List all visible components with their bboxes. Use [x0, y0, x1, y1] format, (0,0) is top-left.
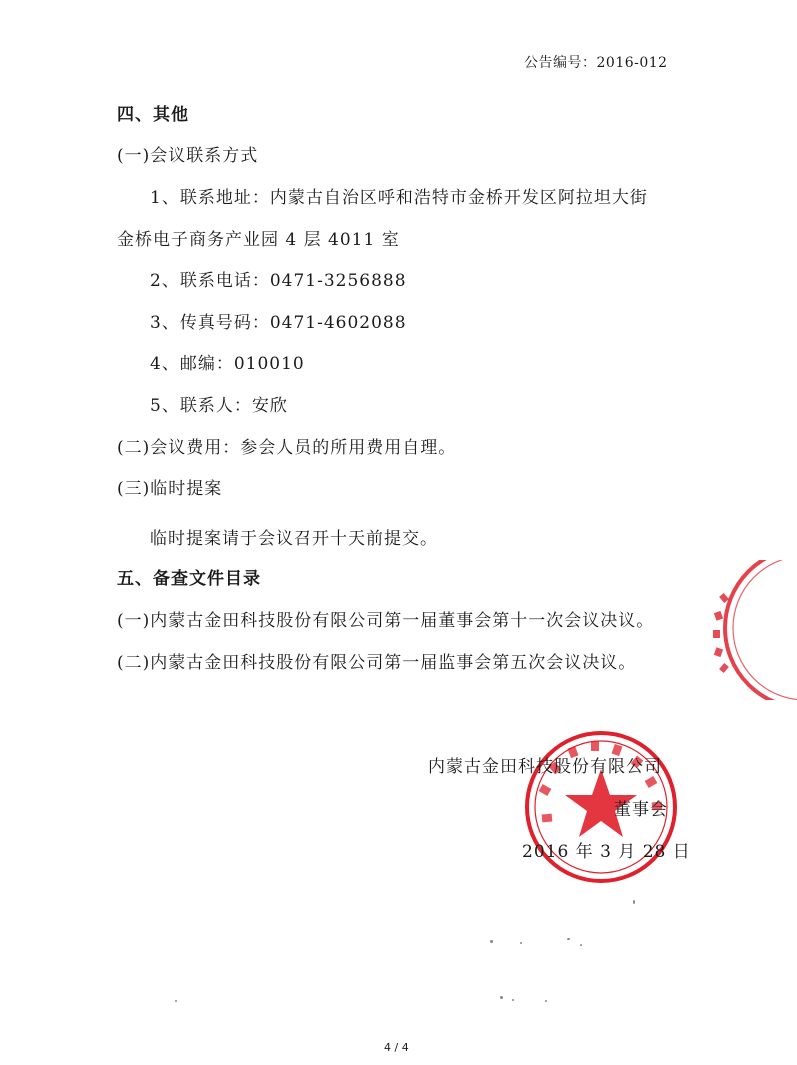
scan-speck	[490, 940, 493, 943]
temp-proposal-heading: (三)临时提案	[117, 479, 223, 499]
page-number: 4 / 4	[384, 1041, 409, 1054]
reference-item-1: (一)内蒙古金田科技股份有限公司第一届董事会第十一次会议决议。	[117, 611, 655, 631]
section-5-title: 五、备查文件目录	[117, 569, 261, 589]
edge-seal	[707, 560, 797, 700]
scan-speck	[633, 900, 635, 904]
scan-speck	[175, 1000, 177, 1002]
signature-board: 董事会	[614, 800, 668, 820]
contact-phone: 2、联系电话：0471-3256888	[150, 271, 407, 291]
contact-heading: (一)会议联系方式	[117, 146, 259, 166]
temp-proposal-text: 临时提案请于会议召开十天前提交。	[150, 529, 438, 549]
meeting-fees: (二)会议费用：参会人员的所用费用自理。	[117, 438, 457, 458]
contact-address-line2: 金桥电子商务产业园 4 层 4011 室	[117, 230, 400, 250]
signature-date: 2016 年 3 月 28 日	[522, 842, 691, 862]
contact-person: 5、联系人：安欣	[150, 396, 288, 416]
announcement-number: 公告编号：2016-012	[524, 55, 668, 71]
contact-postcode: 4、邮编：010010	[150, 354, 305, 374]
scan-speck	[545, 1000, 547, 1002]
contact-fax: 3、传真号码：0471-4602088	[150, 313, 407, 333]
section-4-title: 四、其他	[117, 105, 189, 125]
reference-item-2: (二)内蒙古金田科技股份有限公司第一届监事会第五次会议决议。	[117, 653, 637, 673]
scan-speck	[500, 996, 503, 999]
signature-company: 内蒙古金田科技股份有限公司	[428, 757, 662, 777]
contact-address-line1: 1、联系地址：内蒙古自治区呼和浩特市金桥开发区阿拉坦大街	[150, 188, 648, 208]
scan-speck	[520, 942, 522, 944]
scan-speck	[512, 999, 514, 1001]
scan-speck	[580, 944, 582, 946]
scan-speck	[567, 938, 570, 940]
